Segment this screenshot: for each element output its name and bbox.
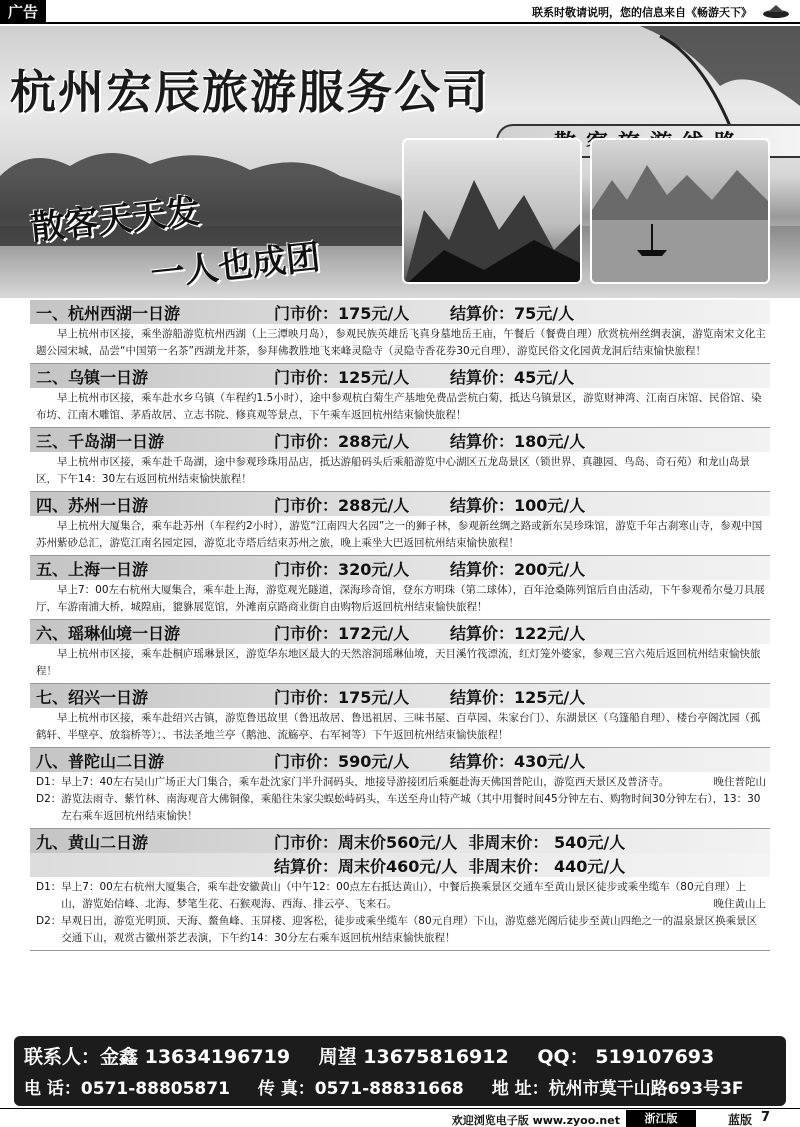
page-number: 7 — [760, 1110, 770, 1125]
day-2-line — [36, 791, 766, 825]
source-note: 联系时敬请说明，您的信息来自《畅游天下》 — [532, 6, 752, 19]
route-settle-price: 结算价：125元/人 — [450, 688, 586, 707]
day-1-text: 早上7：00左右杭州大厦集合，乘车赴安徽黄山（中午12：00点左右抵达黄山），中餐后换乘景区交通车至黄山景区徒步或乘坐缆车（80元自理）上山，游览始信峰、北海、梦笔生花、石猴观海、西海、排云亭、飞来石。 — [61, 881, 747, 910]
route-header — [30, 492, 770, 516]
route-retail-price: 门市价：175元/人 — [274, 304, 410, 323]
route-settle-price: 结算价：122元/人 — [450, 624, 586, 643]
route-name: 二、乌镇一日游 — [36, 368, 149, 387]
route-description: 早上杭州大厦集合，乘车赴苏州（车程约2小时），游览“江南四大名园”之一的狮子林，参观新丝绸之路或新东吴珍珠馆，游览千年古刹寒山寺，参观中国苏州紫砂总汇，游览江南名园定园，游览北寺塔后结束苏州之旅，晚上乘坐大巴返回杭州结束愉快旅程！ — [30, 516, 770, 555]
route-list — [30, 300, 770, 951]
ad-tag: 广告 — [0, 0, 46, 24]
route-item — [30, 300, 770, 364]
route-description: 早上杭州市区接，乘车赴水乡乌镇（车程约1.5小时），途中参观杭白菊生产基地免费品尝杭白菊，抵达乌镇景区，游览财神湾、江南百床馆、民俗馆、染布坊、江南木雕馆、茅盾故居、立志书院、修真观等景点，下午乘车返回杭州结束愉快旅程！ — [30, 388, 770, 427]
route-header — [30, 556, 770, 580]
day-label: D1： — [36, 776, 62, 788]
magazine-logo-icon — [760, 3, 792, 20]
route-header — [30, 364, 770, 388]
day-2-text: 早观日出，游览光明顶、天海、鳌鱼峰、玉屏楼、迎客松，徒步或乘坐缆车（80元自理）下山，游览慈光阁后徒步至黄山四绝之一的温泉景区换乘景区交通下山，观赏古徽州茶艺表演，下午约14：30分左右乘车返回杭州结束愉快旅程！ — [61, 915, 758, 944]
route-header — [30, 300, 770, 324]
bottom-bar — [0, 1108, 800, 1127]
contact-row-1 — [24, 1042, 736, 1069]
route-retail-price: 门市价：175元/人 — [274, 688, 410, 707]
route-item — [30, 620, 770, 684]
route-settle-price: 结算价：430元/人 — [450, 752, 586, 771]
day-label: D2： — [36, 915, 62, 927]
day-label: D2： — [36, 793, 62, 805]
route-settle-price: 结算价：100元/人 — [450, 496, 586, 515]
river-boat-photo — [590, 138, 770, 284]
route-name: 四、苏州一日游 — [36, 496, 149, 515]
contact-address: 地 址：杭州市莫干山路693号3F — [491, 1079, 744, 1099]
retail-weekend: 周末价560元/人 — [338, 833, 458, 852]
route-description — [30, 877, 770, 950]
route-retail-price: 门市价：288元/人 — [274, 432, 410, 451]
route-settle-price: 结算价：200元/人 — [450, 560, 586, 579]
route-retail-price: 门市价：172元/人 — [274, 624, 410, 643]
day-2-text: 游览法雨寺、紫竹林、南海观音大佛铜像，乘船往朱家尖蜈蚣峙码头，车送至舟山特产城（其中用餐时间45分钟左右、购物时间30分钟左右），13：30左右乘车返回杭州结束愉快！ — [61, 793, 761, 822]
overnight-note: 晚住黄山上 — [713, 898, 766, 910]
edition-badge: 浙江版 — [626, 1110, 696, 1127]
contact-phone: 电 话：0571-88805871 — [24, 1079, 230, 1099]
route-retail-price: 门市价：125元/人 — [274, 368, 410, 387]
route-item — [30, 556, 770, 620]
route-description: 早上杭州市区接，乘车赴桐庐瑶琳景区，游览华东地区最大的天然溶洞瑶琳仙境，天目溪竹筏漂流，红灯笼外婆家，参观三宫六苑后返回杭州结束愉快旅程！ — [30, 644, 770, 683]
top-bar — [0, 0, 800, 24]
route-name: 六、瑶琳仙境一日游 — [36, 624, 181, 643]
route-settle-row — [30, 853, 770, 877]
mountain-photo — [402, 138, 582, 284]
settle-label: 结算价： — [274, 857, 339, 876]
slogan-line-2: 一人也成团 — [148, 237, 322, 295]
route-header — [30, 684, 770, 708]
overnight-note: 晚住普陀山 — [713, 776, 766, 788]
route-retail-price: 门市价：590元/人 — [274, 752, 410, 771]
route-retail-price — [274, 830, 625, 853]
retail-weekday: 非周末价： 540元/人 — [468, 833, 626, 852]
route-item — [30, 428, 770, 492]
day-2-line — [36, 913, 766, 947]
retail-label: 门市价： — [274, 833, 339, 852]
route-name: 七、绍兴一日游 — [36, 688, 149, 707]
route-name: 三、千岛湖一日游 — [36, 432, 165, 451]
route-item-putuo — [30, 748, 770, 829]
route-description: 早上杭州市区接，乘坐游船游览杭州西湖（上三潭映月岛），参观民族英雄岳飞真身墓地岳王庙，午餐后（餐费自理）欣赏杭州丝绸表演，游览南宋文化主题公园宋城，品尝“中国第一名茶”西湖龙井茶，参拜佛教胜地飞来峰灵隐寺（灵隐寺香花券30元自理），游览民俗文化园黄龙洞后结束愉快旅程！ — [30, 324, 770, 363]
route-header — [30, 829, 770, 853]
route-retail-price: 门市价：288元/人 — [274, 496, 410, 515]
contact-qq: QQ： 519107693 — [537, 1046, 715, 1068]
route-settle-price — [274, 854, 625, 877]
route-name: 五、上海一日游 — [36, 560, 149, 579]
route-name: 一、杭州西湖一日游 — [36, 304, 181, 323]
settle-weekday: 非周末价： 440元/人 — [468, 857, 626, 876]
contact-fax: 传 真：0571-88831668 — [257, 1079, 464, 1099]
route-name: 八、普陀山二日游 — [36, 752, 165, 771]
contact-person-2: 周望 13675816912 — [318, 1046, 509, 1068]
contact-person-1: 联系人：金鑫 13634196719 — [24, 1046, 291, 1068]
contact-row-2 — [24, 1074, 766, 1099]
route-description: 早上杭州市区接，乘车赴绍兴古镇，游览鲁迅故里（鲁迅故居、鲁迅祖居、三味书屋、百草园、朱家台门）、东湖景区（乌篷船自理）、楼台亭阁沈园（孤鹤轩、半壁亭、放翁桥等）；、书法圣地兰亭（鹅池、流觞亭、右军祠等）下午返回杭州结束愉快旅程！ — [30, 708, 770, 747]
route-name: 九、黄山二日游 — [36, 833, 149, 852]
route-description: 早上杭州市区接，乘车赴千岛湖，途中参观珍珠用品店，抵达游船码头后乘船游览中心湖区五龙岛景区（锁世界、真趣园、鸟岛、奇石苑）和龙山岛景区，下午14：30左右返回杭州结束愉快旅程！ — [30, 452, 770, 491]
route-item — [30, 492, 770, 556]
slogan-line-1: 散客天天发 — [28, 191, 202, 249]
route-item — [30, 364, 770, 428]
route-settle-price: 结算价：45元/人 — [450, 368, 575, 387]
company-title: 杭州宏辰旅游服务公司 — [10, 65, 490, 119]
day-label: D1： — [36, 881, 62, 893]
route-item — [30, 684, 770, 748]
day-1-text: 早上7：40左右吴山广场正大门集合，乘车赴沈家门半升洞码头，地接导游接团后乘艇赴海天佛国普陀山，游览西天景区及普济寺。 — [61, 776, 670, 788]
website-note: 欢迎浏览电子版 www.zyoo.net — [451, 1114, 620, 1127]
route-settle-price: 结算价：75元/人 — [450, 304, 575, 323]
route-settle-price: 结算价：180元/人 — [450, 432, 586, 451]
day-1-line — [36, 879, 766, 913]
route-description: 早上7：00左右杭州大厦集合，乘车赴上海，游览观光隧道，深海珍奇馆，登东方明珠（第二球体），百年沧桑陈列馆后自由活动，下午参观希尔曼刀具展厅，车游南浦大桥，城隍庙，貔貅展览馆，外滩南京路商业街自由购物后返回杭州结束愉快旅程！ — [30, 580, 770, 619]
route-retail-price: 门市价：320元/人 — [274, 560, 410, 579]
route-item-huangshan — [30, 829, 770, 951]
contact-box — [14, 1036, 786, 1106]
edition-label: 蓝版 — [727, 1113, 752, 1127]
day-1-line — [36, 774, 766, 791]
route-header — [30, 620, 770, 644]
route-header — [30, 748, 770, 772]
route-description — [30, 772, 770, 828]
route-header — [30, 428, 770, 452]
settle-weekend: 周末价460元/人 — [338, 857, 458, 876]
